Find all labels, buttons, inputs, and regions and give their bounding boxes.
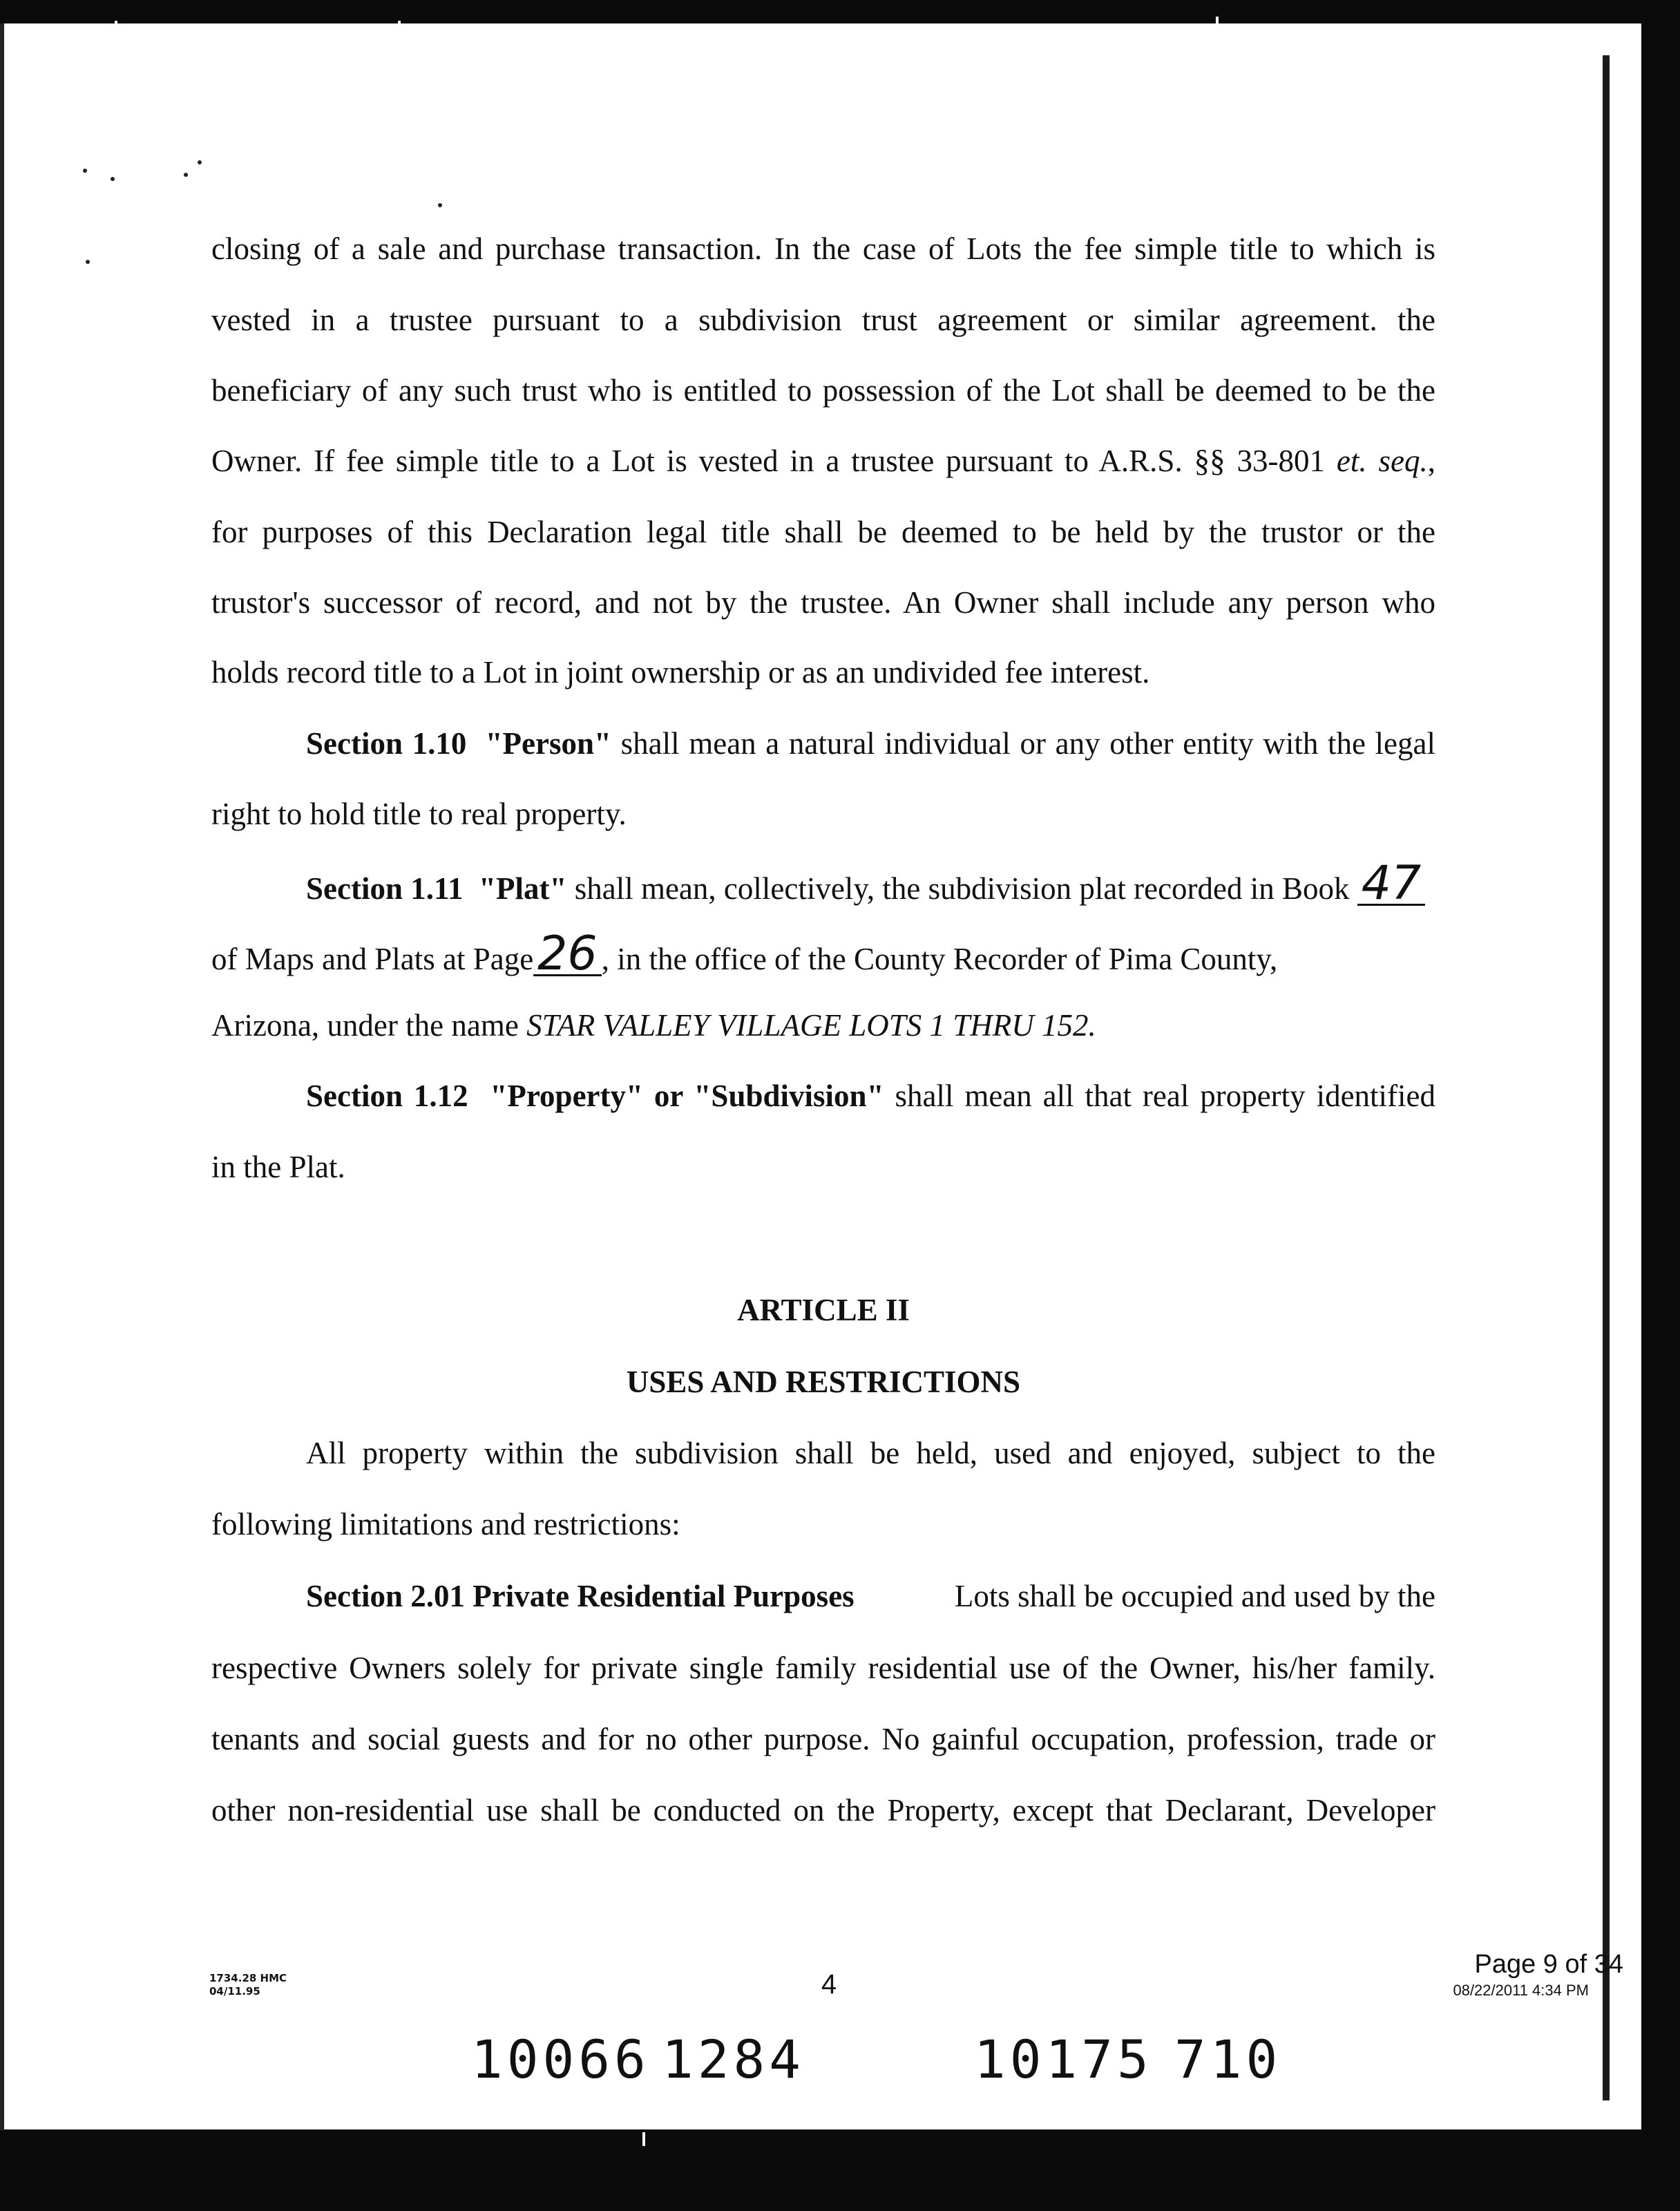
page-number: 4 [821,1969,837,2000]
handwritten-page-number: 26 [533,934,602,976]
handwritten-book-number: 47 [1357,864,1426,906]
article-number: ARTICLE II [737,1293,910,1327]
text-line: following limitations and restrictions: [211,1507,680,1541]
text-line: other non-residential use shall be conducted on the Property, except that Declarant, Developer [211,1793,1435,1828]
record-number: 1284 [662,2029,805,2090]
text-line: tenants and social guests and for no other purpose. No gainful occupation, profession, trade or [211,1722,1435,1756]
document-code: 1734.28 HMC 04/11.95 [209,1972,287,1998]
section-2-01: Section 2.01 Private Residential Purposes Lots shall be occupied and used by the [306,1579,1435,1613]
record-number: 10175 [974,2029,1153,2090]
print-timestamp: 08/22/2011 4:34 PM [1453,1982,1589,1999]
scan-speck [86,260,90,264]
text-line: Owner. If fee simple title to a Lot is vested in a trustee pursuant to A.R.S. §§ 33-801 et. seq., [211,444,1435,478]
scan-border-top [0,0,1680,23]
text-line: closing of a sale and purchase transaction. In the case of Lots the fee simple title to which is [211,231,1435,266]
scan-speck [111,177,115,181]
section-1-11: Section 1.11 "Plat" shall mean, collectively, the subdivision plat recorded in Book 47 [306,864,1435,909]
text-line: of Maps and Plats at Page26 , in the office of the County Recorder of Pima County, [211,927,1278,981]
article-title: USES AND RESTRICTIONS [626,1365,1021,1399]
scan-speck [83,169,87,173]
text-line: beneficiary of any such trust who is entitled to possession of the Lot shall be deemed to be the [211,373,1435,408]
section-1-10: Section 1.10 "Person" shall mean a natural individual or any other entity with the legal [306,726,1435,761]
section-1-12: Section 1.12 "Property" or "Subdivision" shall mean all that real property identified [306,1079,1436,1113]
record-number: 710 [1174,2029,1282,2090]
scan-border-bottom [0,2129,1680,2211]
text-line: respective Owners solely for private single family residential use of the Owner, his/her family. [211,1651,1435,1685]
scan-border-right [1641,0,1680,2211]
text-line: trustor's successor of record, and not by the trustee. An Owner shall include any person who [211,585,1435,620]
scan-speck [198,160,202,164]
scan-tick [1216,17,1219,33]
text-line: All property within the subdivision shall be held, used and enjoyed, subject to the [306,1436,1435,1470]
record-number: 10066 [471,2029,650,2090]
text-line: in the Plat. [211,1150,345,1184]
scan-speck [438,203,442,207]
scan-speck [184,173,188,177]
scan-tick [642,2132,645,2146]
text-line: holds record title to a Lot in joint ownership or as an undivided fee interest. [211,655,1150,690]
scan-tick [115,21,117,32]
scan-border-left [0,23,4,2131]
text-line: for purposes of this Declaration legal title shall be deemed to be held by the trustor or the [211,515,1435,549]
scan-tick [398,21,401,33]
text-line: Arizona, under the name STAR VALLEY VILLAGE LOTS 1 THRU 152. [211,1008,1096,1043]
page-of-total: Page 9 of 34 [1474,1950,1623,1979]
text-line: vested in a trustee pursuant to a subdivision trust agreement or similar agreement. the [211,303,1435,337]
scan-border-right-inner [1603,55,1610,2100]
text-line: right to hold title to real property. [211,797,627,831]
